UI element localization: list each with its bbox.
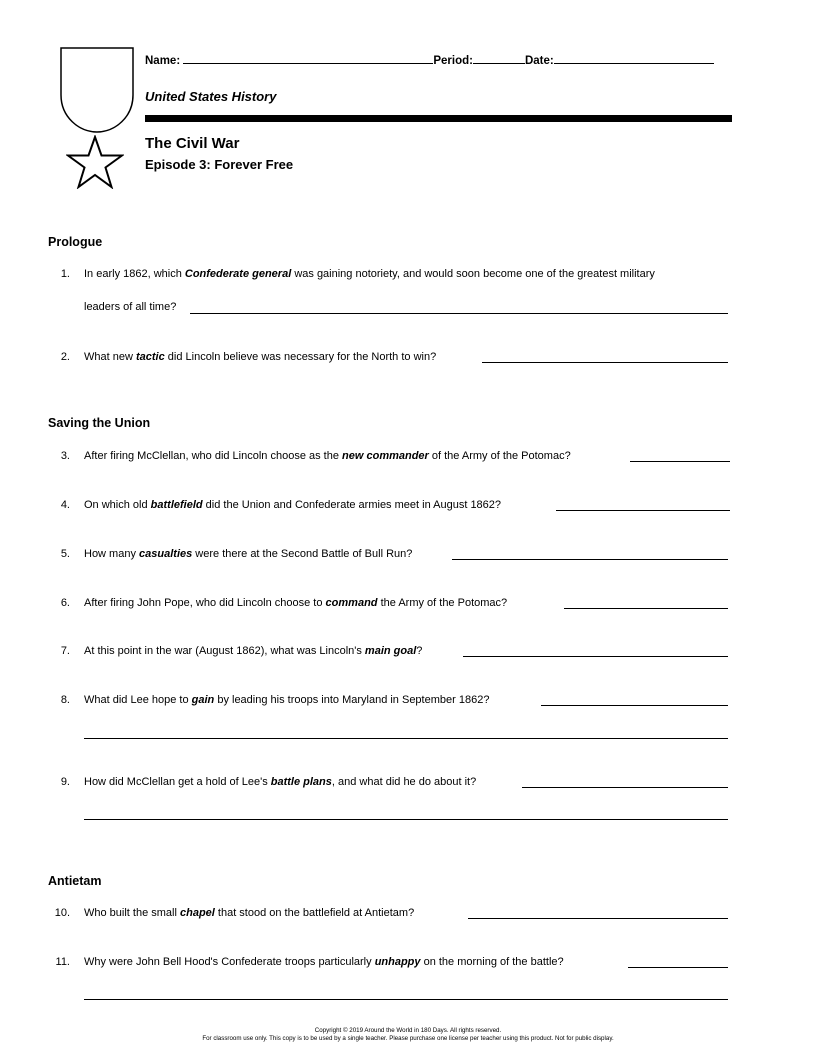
question-number: 10.: [54, 907, 70, 919]
episode-title: Episode 3: Forever Free: [145, 157, 294, 172]
question-text: What new tactic did Lincoln believe was necessary for the North to win?: [84, 351, 437, 363]
shield-logo-icon: [60, 47, 134, 133]
license-line: For classroom use only. This copy is to be used by a single teacher. Please purchase one license per teacher using this product. Not for public display.: [202, 1035, 614, 1042]
answer-line[interactable]: [468, 918, 728, 919]
question-text-continued: leaders of all time?: [84, 301, 177, 313]
answer-line[interactable]: [541, 705, 728, 706]
header-divider: [145, 115, 732, 122]
answer-line[interactable]: [564, 608, 728, 609]
answer-line[interactable]: [190, 313, 728, 314]
subject-title: United States History: [145, 89, 277, 104]
star-icon: [66, 135, 124, 189]
question-number: 9.: [60, 776, 70, 788]
answer-line[interactable]: [628, 967, 728, 968]
date-label: Date:: [524, 55, 554, 67]
date-field[interactable]: [554, 51, 714, 64]
question-number: 3.: [60, 450, 70, 462]
question-number: 7.: [60, 645, 70, 657]
answer-line[interactable]: [452, 559, 728, 560]
question-number: 2.: [60, 351, 70, 363]
period-label: Period:: [433, 55, 473, 67]
question-text: Who built the small chapel that stood on the battlefield at Antietam?: [84, 907, 415, 919]
question-text: After firing John Pope, who did Lincoln choose to command the Army of the Potomac?: [84, 597, 508, 609]
answer-line[interactable]: [84, 738, 728, 739]
question-text: Why were John Bell Hood's Confederate troops particularly unhappy on the morning of the battle?: [84, 956, 564, 968]
question-text: How many casualties were there at the Second Battle of Bull Run?: [84, 548, 413, 560]
answer-line[interactable]: [522, 787, 728, 788]
question-number: 11.: [55, 956, 70, 968]
question-text: What did Lee hope to gain by leading his troops into Maryland in September 1862?: [84, 694, 490, 706]
question-number: 1.: [60, 268, 70, 280]
question-number: 6.: [60, 597, 70, 609]
answer-line[interactable]: [463, 656, 728, 657]
question-text: How did McClellan get a hold of Lee's battle plans, and what did he do about it?: [84, 776, 477, 788]
copyright-footer: [0, 1027, 816, 1043]
question-text: In early 1862, which Confederate general was gaining notoriety, and would soon become one of the greatest military: [84, 268, 655, 280]
copyright-line: Copyright © 2019 Around the World in 180 Days. All rights reserved.: [314, 1027, 502, 1034]
question-number: 8.: [60, 694, 70, 706]
answer-line[interactable]: [482, 362, 728, 363]
question-text: On which old battlefield did the Union and Confederate armies meet in August 1862?: [84, 499, 502, 511]
period-field[interactable]: [473, 51, 525, 64]
answer-line[interactable]: [556, 510, 730, 511]
section-heading-antietam: Antietam: [48, 874, 102, 888]
answer-line[interactable]: [630, 461, 730, 462]
question-text: At this point in the war (August 1862), what was Lincoln's main goal?: [84, 645, 423, 657]
question-text: After firing McClellan, who did Lincoln choose as the new commander of the Army of the Potomac?: [84, 450, 571, 462]
answer-line[interactable]: [84, 999, 728, 1000]
student-info-fields: [145, 51, 714, 67]
section-heading-prologue: Prologue: [48, 235, 103, 249]
name-label: Name:: [145, 55, 181, 67]
answer-line[interactable]: [84, 819, 728, 820]
name-field[interactable]: [183, 51, 433, 64]
section-heading-saving-the-union: Saving the Union: [48, 416, 151, 430]
question-number: 5.: [60, 548, 70, 560]
page-title: The Civil War: [145, 135, 240, 152]
question-number: 4.: [60, 499, 70, 511]
